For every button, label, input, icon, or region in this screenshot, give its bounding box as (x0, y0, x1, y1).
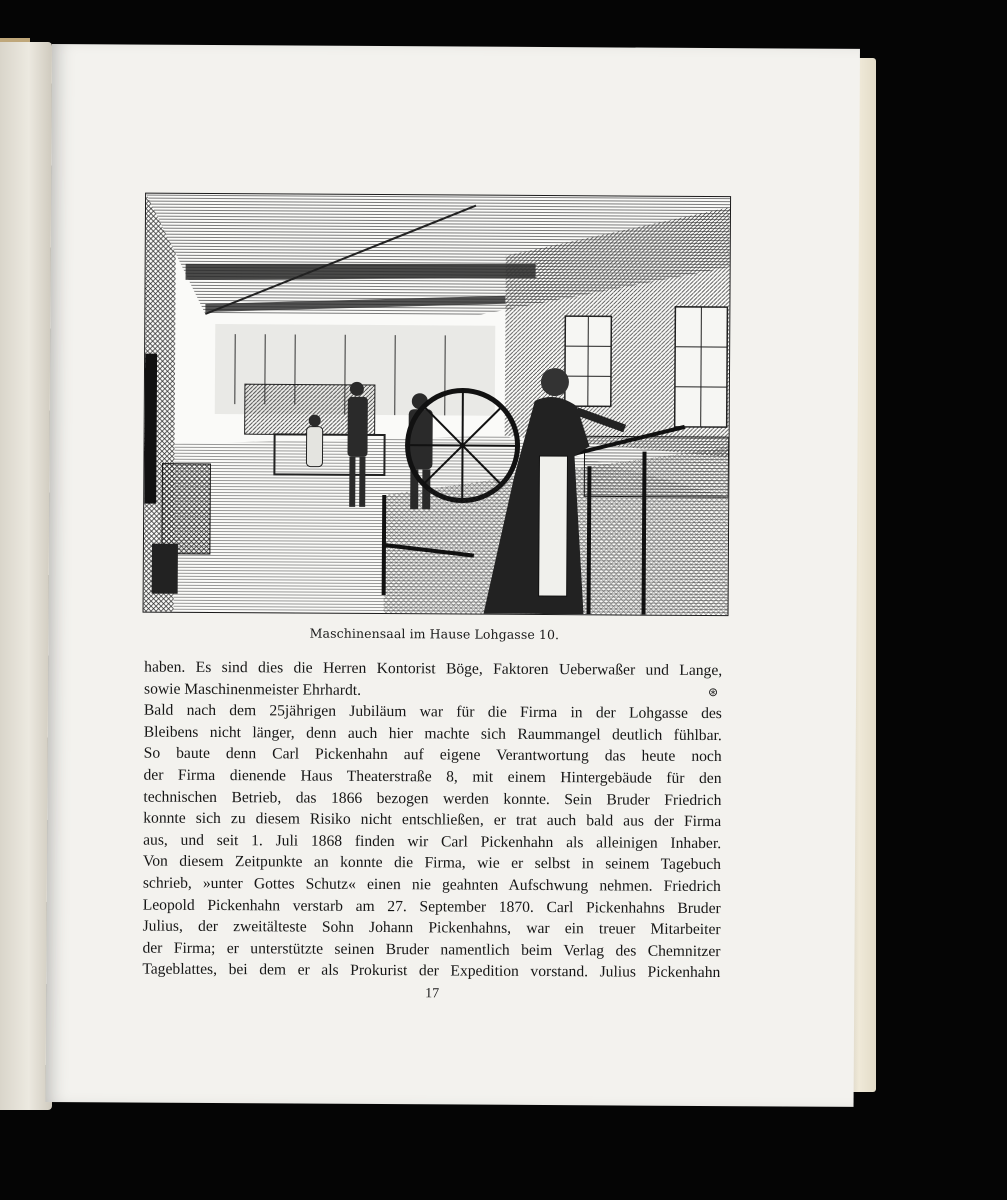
text-line: Leopold Pickenhahn verstarb am 27. September 1870. Carl Pickenhahns Bruder (142, 896, 721, 917)
text-line: aus, und seit 1. Juli 1868 finden wir Carl Pickenhahn als alleinigen Inhaber. (143, 831, 722, 852)
text-line: So baute denn Carl Pickenhahn auf eigene Verantwortung das heute noch (143, 744, 722, 766)
body-text (142, 657, 722, 984)
figure-caption: Maschinensaal im Hause Lohgasse 10. (309, 625, 560, 643)
text-line: schrieb, »unter Gottes Schutz« einen nie geahnten Aufschwung nehmen. Friedrich (142, 874, 721, 896)
text-line: konnte sich zu diesem Risiko nicht entschließen, er trat auch bald aus der Firma (143, 809, 722, 831)
book-page (46, 44, 860, 1107)
text-line: der Firma; er unterstützte seinen Bruder namentlich beim Verlag des Chemnitzer (142, 939, 721, 960)
engraving-illustration (143, 193, 732, 617)
page-number: 17 (425, 986, 440, 1002)
text-line: haben. Es sind dies die Herren Kontorist Böge, Faktoren Ueberwaßer und Lange, (144, 658, 723, 680)
text-line: Julius, der zweitälteste Sohn Johann Pickenhahns, war ein treuer Mitarbeiter (142, 917, 721, 939)
text-line: der Firma dienende Haus Theaterstraße 8, mit einem Hintergebäude für den (143, 766, 722, 788)
factory-hall-engraving (144, 194, 731, 616)
text-line: Bleibens nicht länger, denn auch hier machte sich Raummangel deutlich fühlbar. (143, 723, 722, 744)
text-line: Tageblattes, bei dem er als Prokurist der Expedition vorstand. Julius Pickenhahn (142, 960, 721, 982)
text-line: Bald nach dem 25jährigen Jubiläum war für die Firma in der Lohgasse des (143, 701, 722, 723)
text-line: sowie Maschinenmeister Ehrhardt. (144, 680, 362, 699)
text-line: Von diesem Zeitpunkte an konnte die Firma, wie er selbst in seinem Tagebuch (142, 852, 722, 874)
text-line: technischen Betrieb, das 1866 bezogen werden konnte. Sein Bruder Friedrich (143, 788, 722, 809)
left-page (0, 42, 52, 1110)
section-ornament-icon: ⊛ (707, 684, 719, 699)
